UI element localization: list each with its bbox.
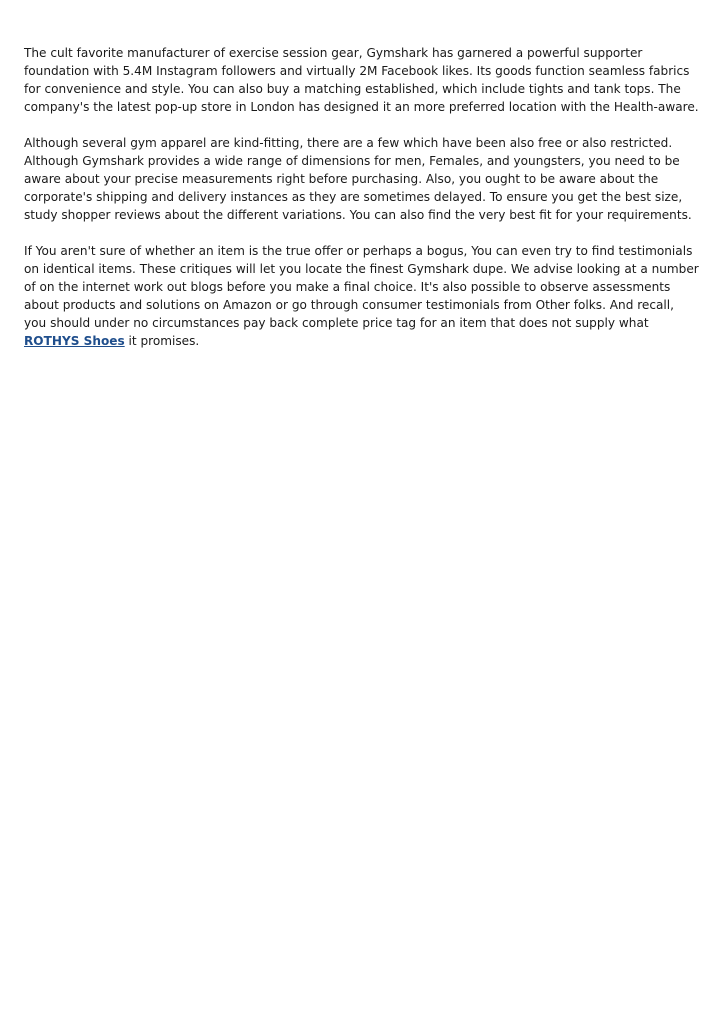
paragraph-3-text-end: it promises. <box>124 334 200 348</box>
article-body <box>24 44 700 368</box>
paragraph-2: Although several gym apparel are kind-fitting, there are a few which have been also free or also restricted. Although Gymshark provides a wide range of dimensions for men, Females, and youngsters, you need to be aware about your precise measurements right before purchasing. Also, you ought to be aware about the corporate's shipping and delivery instances as they are sometimes delayed. To ensure you get the best size, study shopper reviews about the different variations. You can also find the very best fit for your requirements. <box>24 136 692 222</box>
paragraph-3-text-start: If You aren't sure of whether an item is the true offer or perhaps a bogus, You can even try to find testimonials on identical items. These critiques will let you locate the finest Gymshark dupe. We advise looking at a number of on the internet work out blogs before you make a final choice. It's also possible to observe assessments about products and solutions on Amazon or go through consumer testimonials from Other folks. And recall, you should under no circumstances pay back complete price tag for an item that does not supply what <box>24 244 699 330</box>
paragraph-3 <box>24 242 700 350</box>
paragraph-1: The cult favorite manufacturer of exercise session gear, Gymshark has garnered a powerful supporter foundation with 5.4M Instagram followers and virtually 2M Facebook likes. Its goods function seamless fabrics for convenience and style. You can also buy a matching established, which include tights and tank tops. The company's the latest pop-up store in London has designed it an more preferred location with the Health-aware. <box>24 46 699 114</box>
rothys-shoes-link[interactable]: ROTHYS Shoes <box>24 334 125 348</box>
